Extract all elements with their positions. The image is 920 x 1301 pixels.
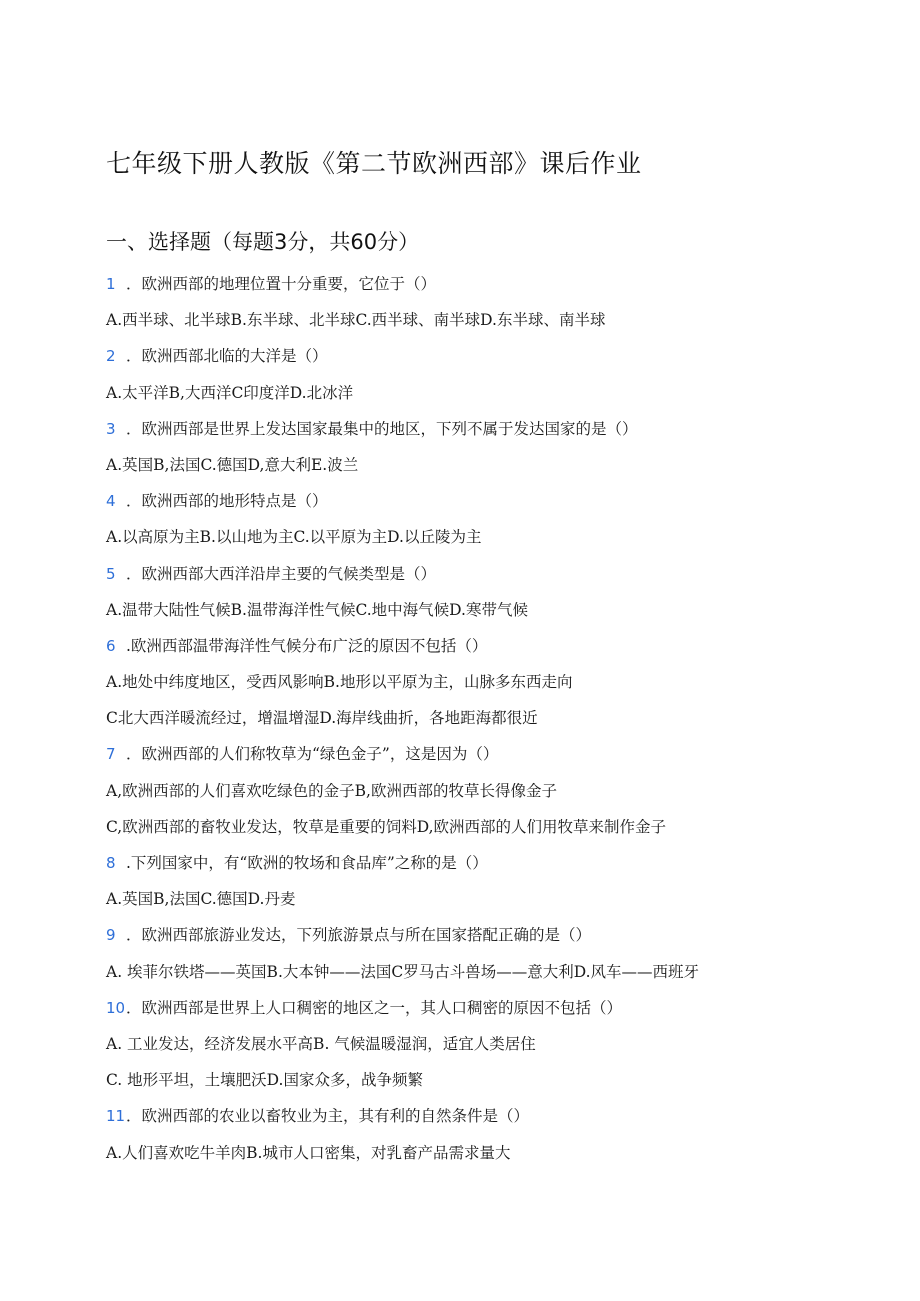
answer-options-text: A.人们喜欢吃牛羊肉B.城市人口密集，对乳畜产品需求量大 bbox=[106, 1143, 511, 1162]
question-number: 10 bbox=[106, 998, 126, 1017]
question-text: ．欧洲西部旅游业发达，下列旅游景点与所在国家搭配正确的是（） bbox=[126, 926, 592, 945]
question-number: 2 bbox=[106, 347, 116, 366]
answer-options-line bbox=[106, 881, 806, 917]
answer-options-text: A. 工业发达，经济发展水平高B. 气候温暖湿润，适宜人类居住 bbox=[106, 1034, 536, 1053]
answer-options-line bbox=[106, 519, 806, 555]
question-line bbox=[106, 1098, 806, 1134]
question-line bbox=[106, 483, 806, 519]
question-text: ．欧洲西部的农业以畜牧业为主，其有利的自然条件是（） bbox=[126, 1107, 530, 1126]
answer-options-line bbox=[106, 447, 806, 483]
answer-options-line bbox=[106, 1062, 806, 1098]
answer-options-line bbox=[106, 592, 806, 628]
answer-options-line bbox=[106, 375, 806, 411]
answer-options-line bbox=[106, 302, 806, 338]
question-number: 8 bbox=[106, 854, 116, 872]
question-line bbox=[106, 556, 806, 592]
question-number: 4 bbox=[106, 492, 116, 511]
question-line bbox=[106, 411, 806, 447]
question-text: ．欧洲西部是世界上人口稠密的地区之一，其人口稠密的原因不包括（） bbox=[126, 998, 623, 1017]
answer-options-text: A.英国B,法国C.德国D.丹麦 bbox=[106, 890, 296, 909]
answer-options-line bbox=[106, 809, 806, 845]
answer-options-text: A.英国B,法国C.德国D,意大利E.波兰 bbox=[106, 455, 359, 474]
answer-options-text: A.西半球、北半球B.东半球、北半球C.西半球、南半球D.东半球、南半球 bbox=[106, 311, 606, 330]
answer-options-text: C北大西洋暖流经过，增温增湿D.海岸线曲折，各地距海都很近 bbox=[106, 709, 538, 728]
question-number: 1 bbox=[106, 275, 116, 293]
answer-options-text: A. 埃菲尔铁塔——英国B.大本钟——法国C罗马古斗兽场——意大利D.风车——西班牙 bbox=[106, 962, 700, 981]
question-line bbox=[106, 338, 806, 374]
question-text: .下列国家中，有“欧洲的牧场和食品库”之称的是（） bbox=[126, 854, 488, 872]
question-line bbox=[106, 845, 806, 881]
section-title: 一、选择题（每题3分，共60分） bbox=[106, 230, 420, 254]
answer-options-text: C,欧洲西部的畜牧业发达，牧草是重要的饲料D,欧洲西部的人们用牧草来制作金子 bbox=[106, 817, 667, 836]
question-text: ．欧洲西部的地形特点是（） bbox=[126, 492, 328, 511]
question-text: ．欧洲西部是世界上发达国家最集中的地区，下列不属于发达国家的是（） bbox=[126, 419, 638, 438]
answer-options-text: A,欧洲西部的人们喜欢吃绿色的金子B,欧洲西部的牧草长得像金子 bbox=[106, 781, 557, 800]
question-number: 5 bbox=[106, 564, 116, 583]
answer-options-line bbox=[106, 773, 806, 809]
question-text: .欧洲西部温带海洋性气候分布广泛的原因不包括（） bbox=[126, 636, 488, 655]
question-line bbox=[106, 736, 806, 772]
answer-options-text: A.以高原为主B.以山地为主C.以平原为主D.以丘陵为主 bbox=[106, 528, 482, 547]
question-line bbox=[106, 628, 806, 664]
question-number: 6 bbox=[106, 636, 116, 655]
question-number: 7 bbox=[106, 745, 116, 764]
question-text: ．欧洲西部的地理位置十分重要，它位于（） bbox=[126, 275, 437, 293]
answer-options-line bbox=[106, 1026, 806, 1062]
question-text: ．欧洲西部北临的大洋是（） bbox=[126, 347, 328, 366]
question-number: 9 bbox=[106, 926, 116, 945]
question-text: ．欧洲西部的人们称牧草为“绿色金子”，这是因为（） bbox=[126, 745, 499, 764]
answer-options-line bbox=[106, 700, 806, 736]
question-number: 3 bbox=[106, 419, 116, 438]
answer-options-text: A.太平洋B,大西洋C印度洋D.北冰洋 bbox=[106, 383, 354, 402]
question-text: ．欧洲西部大西洋沿岸主要的气候类型是（） bbox=[126, 564, 437, 583]
answer-options-text: A.温带大陆性气候B.温带海洋性气候C.地中海气候D.寒带气候 bbox=[106, 600, 528, 619]
answer-options-line bbox=[106, 1135, 806, 1171]
question-line bbox=[106, 990, 806, 1026]
answer-options-line bbox=[106, 664, 806, 700]
question-line bbox=[106, 266, 806, 302]
answer-options-line bbox=[106, 954, 806, 990]
document-title: 七年级下册人教版《第二节欧洲西部》课后作业 bbox=[106, 149, 642, 178]
answer-options-text: C. 地形平坦，土壤肥沃D.国家众多，战争频繁 bbox=[106, 1071, 423, 1090]
question-line bbox=[106, 917, 806, 953]
answer-options-text: A.地处中纬度地区，受西风影响B.地形以平原为主，山脉多东西走向 bbox=[106, 673, 573, 692]
question-number: 11 bbox=[106, 1107, 126, 1126]
question-list bbox=[106, 266, 806, 1171]
